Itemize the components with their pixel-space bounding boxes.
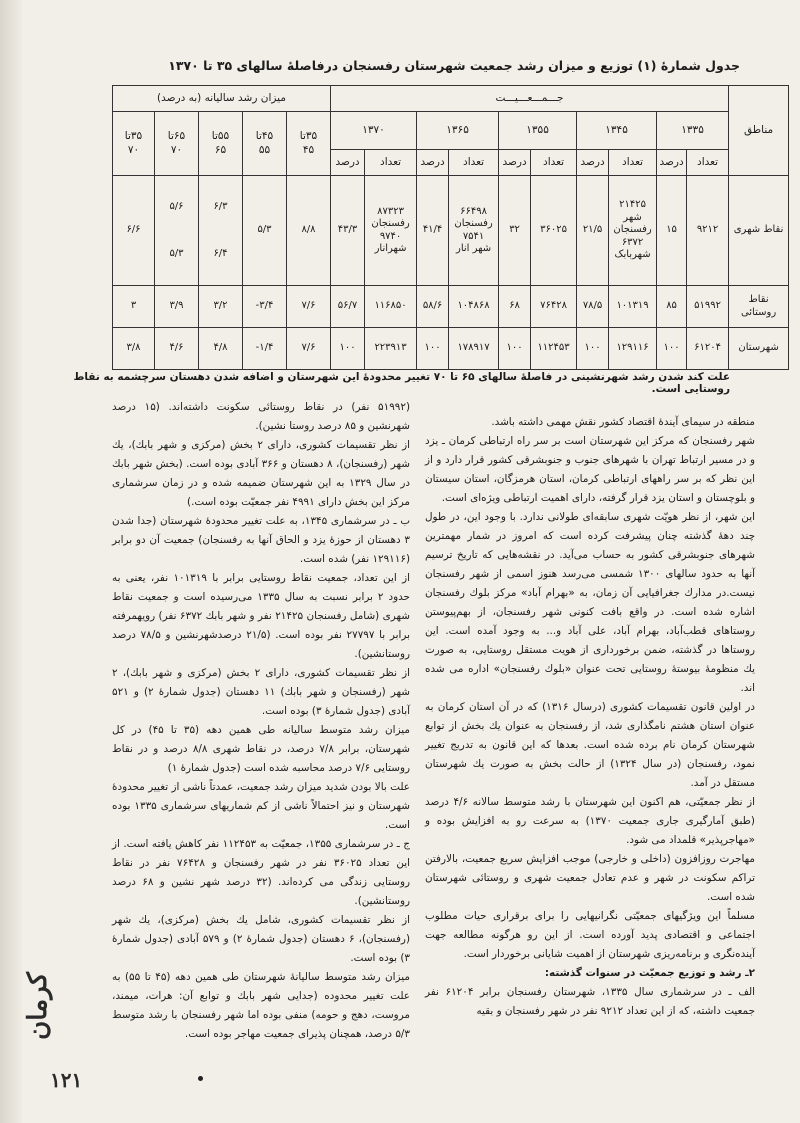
paragraph: ج ـ در سرشماری ۱۳۵۵، جمعیّت به ۱۱۲۴۵۳ نفر کاهش یافته است. از این تعداد ۳۶۰۲۵ نفر در شهر رفسنجان و ۷۶۴۲۸ نفر در نقاط روستایی زندگی می کرده‌اند. (۳۲ درصد شهر نشین و ۶۸ درصد روستانشین). [112,838,411,907]
header-percent: درصد [417,150,449,176]
growth-cell: ۷/۶ [287,286,331,328]
kerman-logo-icon [22,950,70,1062]
table-cell: ۱۰۴۸۶۸ [449,286,499,328]
paragraph: شهر رفسنجان که مرکز این شهرستان است بر سر راه ارتباطی کرمان ـ یزد و در مسیر ارتباط تهران با شهرهای جنوب و جنوبشرقی کشور قرار دارد و از این نظر که بر سر راههای ارتباطی کرمان، استان هرمزگان، استان سیستان و بلوچستان و استان یزد قرار گرفته، دارای اهمیت ارتباطی ویژه‌ای است. [425,435,755,504]
table-cell: ۱۱۲۴۵۳ [531,328,577,370]
table-row [113,286,789,328]
table-cell: ۲۲۳۹۱۳ [365,328,417,370]
header-region: مناطق [729,86,789,176]
row-region: شهرستان [729,328,789,370]
paragraph: علت بالا بودن شدید میزان رشد جمعیت، عمدتاً ناشی از تغییر محدودهٔ شهرستان و نیز احتمالاً ناشی از کم شماریهای سرشماری ۱۳۳۵ بوده است. [112,781,411,831]
header-period: ۳۵تا ۴۵ [287,112,331,176]
table-row [113,328,789,370]
table-cell: ۱۰۰ [577,328,609,370]
header-percent: درصد [577,150,609,176]
paragraph: مسلماً این ویژگیهای جمعیّتی نگرانیهایی را برای برقراری حیات مطلوب اجتماعی و اقتصادی پدید آورده است. از این رو هرگونه مطالعه جهت آینده‌نگری و برنامه‌ریزی شهرستان از اهمیت شایانی برخوردار است. [425,910,755,960]
growth-cell: ۳ [113,286,155,328]
svg-text:کرمان: کرمان [23,972,53,1040]
row-region: نقاط روستائی [729,286,789,328]
table-cell: ۱۰۱۳۱۹ [609,286,657,328]
page-edge-shadow [0,0,22,1123]
paragraph: ب ـ در سرشماری ۱۳۴۵، به علت تغییر محدودهٔ شهرستان (جدا شدن ۳ دهستان از حوزهٔ یزد و الحاق آنها به رفسنجان) جمعیت آن دو برابر (۱۲۹۱۱۶ نفر) شده است. [112,515,411,565]
paragraph: منطقه در سیمای آیندهٔ اقتصاد کشور نقش مهمی داشته باشد. [491,416,755,428]
table-cell: ۴۱/۴ [417,176,449,286]
growth-cell: ۳/۹ [155,286,199,328]
header-count: تعداد [687,150,729,176]
row-region: نقاط شهری [729,176,789,286]
table-cell: ۶۸ [499,286,531,328]
paragraph: الف ـ در سرشماری سال ۱۳۳۵، شهرستان رفسنجان برابر ۶۱۲۰۴ نفر جمعیت داشته، که از این تعداد ۹۲۱۲ نفر در شهر رفسنجان و بقیه [425,986,756,1017]
table-cell: ۱۱۶۸۵۰ [365,286,417,328]
header-growth: میزان رشد سالیانه (به درصد) [113,86,331,112]
growth-cell: ۴/۸ [199,328,243,370]
table-cell: ۳۲ [499,176,531,286]
table-cell: ۱۵ [657,176,687,286]
header-count: تعداد [449,150,499,176]
table-cell: ۶۶۴۹۸ رفسنجان ۷۵۴۱ شهر انار [449,176,499,286]
growth-cell: ۶/۶ [113,176,155,286]
table-cell: ۲۱/۵ [577,176,609,286]
header-year: ۱۳۶۵ [417,112,499,150]
table-cell: ۶۱۲۰۴ [687,328,729,370]
table-cell: ۲۱۴۲۵ شهر رفسنجان ۶۳۷۲ شهربابک [609,176,657,286]
population-table-wrapper [112,85,788,369]
growth-cell: ۳/۴- [243,286,287,328]
table-cell: ۵۶/۷ [331,286,365,328]
table-cell: ۱۰۰ [499,328,531,370]
table-cell: ۱۰۰ [417,328,449,370]
growth-cell: ۷/۶ [287,328,331,370]
table-cell: ۱۰۰ [657,328,687,370]
table-cell: ۷۶۴۲۸ [531,286,577,328]
table-cell: ۸۷۳۲۳ رفسنجان ۹۷۴۰ شهرانار [365,176,417,286]
paragraph: میزان رشد متوسط سالیانه طی همین دهه (۳۵ تا ۴۵) در کل شهرستان، برابر ۷/۸ درصد، در نقاط شهری ۸/۸ درصد و در نقاط روستایی ۷/۶ درصد محاسبه شده است (جدول شمارهٔ ۱) [112,724,411,774]
header-count: تعداد [365,150,417,176]
header-year: ۱۳۵۵ [499,112,577,150]
table-cell: ۳۶۰۲۵ [531,176,577,286]
text-column-left [112,398,410,1044]
section-heading: ۲ـ رشد و توزیع جمعیّت در سنوات گذشته: [544,967,755,979]
paragraph: از نظر جمعیّتی، هم اکنون این شهرستان با رشد متوسط سالانه ۴/۶ درصد (طبق آمارگیری جاری جمعیت ۱۳۷۰) به سرعت رو به افزایش بوده و «مهاجرپذیر» قلمداد می شود. [425,796,755,846]
paragraph: از نظر تقسیمات کشوری، دارای ۲ بخش (مرکزی و شهر بابك)، ۲ شهر (رفسنجان و شهر بابك) ۱۱ دهستان (جدول شمارهٔ ۲) و ۵۲۱ آبادی (جدول شمارهٔ ۳) بوده است. [112,667,410,717]
paragraph: از نظر تقسیمات کشوری، شامل یك بخش (مرکزی)، یك شهر (رفسنجان)، ۶ دهستان (جدول شمارهٔ ۲) و ۵۷۹ آبادی (جدول شمارهٔ ۳) بوده است. [112,914,410,964]
growth-cell: ۴/۶ [155,328,199,370]
population-table [112,85,789,370]
table-cell: ۸۵ [657,286,687,328]
header-year: ۱۳۴۵ [577,112,657,150]
table-cell: ۵۱۹۹۲ [687,286,729,328]
table-cell: ۱۲۹۱۱۶ [609,328,657,370]
table-cell: ۴۳/۳ [331,176,365,286]
growth-cell: ۸/۸ [287,176,331,286]
table-cell: ۹۲۱۲ [687,176,729,286]
growth-cell: ۵/۶ ۵/۳ [155,176,199,286]
growth-cell: ۳/۸ [113,328,155,370]
header-period: ۵۵تا ۶۵ [199,112,243,176]
paragraph: میزان رشد متوسط سالیانهٔ شهرستان طی همین دهه (۴۵ تا ۵۵) به علت تغییر محدوده (جدایی شهر بابك و توابع آن: هرات، میمند، مروست، دهج و حومه) منفی بوده اما شهر رفسنجان با رشد متوسط ۵/۳ درصد، همچنان پذیرای جمعیت مهاجر بوده است. [112,971,410,1040]
header-percent: درصد [331,150,365,176]
paragraph: (۵۱۹۹۲ نفر) در نقاط روستائی سکونت داشته‌اند. (۱۵ درصد شهرنشین و ۸۵ درصد روستا نشین). [112,401,410,432]
header-period: ۴۵تا ۵۵ [243,112,287,176]
header-year: ۱۳۷۰ [331,112,417,150]
header-percent: درصد [499,150,531,176]
paragraph: در اولین قانون تقسیمات کشوری (درسال ۱۳۱۶) که در آن استان کرمان به عنوان استان هشتم نامگذاری شد، از رفسنجان به عنوان یك بخش از توابع شهرستان کرمان نام برده شده است. بعدها که این قانون به تدریج تغییر نمود، رفسنجان (در سال ۱۳۲۴) از حالت بخش به صورت یك شهرستان مستقل در آمد. [425,701,755,789]
paragraph: مهاجرت روزافزون (داخلی و خارجی) موجب افزایش سریع جمعیت، بالارفتن تراکم سکونت در شهر و عدم تعادل جمعیت شهری و روستائی شهرستان شده است. [425,853,755,903]
paragraph: از این تعداد، جمعیت نقاط روستایی برابر با ۱۰۱۳۱۹ نفر، یعنی به حدود ۲ برابر نسبت به سال ۱۳۳۵ می‌رسیده است و جمعیت نقاط شهری (شامل رفسنجان ۲۱۴۲۵ نفر و شهر بابك ۶۳۷۲ نفر) رویهمرفته برابر با ۲۷۷۹۷ نفر بوده است. (۲۱/۵ درصدشهرنشین و ۷۸/۵ درصد روستانشین). [112,572,410,660]
growth-cell: ۳/۲ [199,286,243,328]
header-period: ۶۵تا ۷۰ [155,112,199,176]
header-period: ۳۵تا ۷۰ [113,112,155,176]
header-percent: درصد [657,150,687,176]
table-row [113,176,789,286]
header-count: تعداد [609,150,657,176]
table-footnote: علت کند شدن رشد شهرنشینی در فاصلهٔ سالهای ۶۵ تا ۷۰ تغییر محدودهٔ این شهرستان و اضافه شدن دهستان سرچشمه به نقاط روستایی است. [73,371,730,395]
table-cell: ۷۸/۵ [577,286,609,328]
header-population: جـــمـــعـــیـــت [331,86,729,112]
table-caption: جدول شمارهٔ (۱) توزیع و میزان رشد جمعیت شهرستان رفسنجان درفاصلهٔ سالهای ۳۵ تا ۱۳۷۰ [168,58,740,73]
text-column-right [425,413,755,1021]
paragraph: این شهر، از نظر هویّت شهری سابقه‌ای طولانی ندارد. با وجود این، در طول چند دههٔ گذشته چنان پیشرفت کرده است که امروز در شمار مهمترین شهرهای جنوبشرقی کشور به حساب می‌آید. در نقشه‌هایی که تاریخ ترسیم آنها به حدود سالهای ۱۳۰۰ شمسی می‌رسد هنوز اسمی از شهر رفسنجان نیست.در مدارك جغرافیایی آن زمان، به «بهرام آباد» مرکز بلوك رفسنجان اشاره شده است. در واقع بافت کنونی شهر رفسنجان، از بهم‌پیوستن روستاهای قطب‌آباد، بهرام آباد، علی آباد و... به وجود آمده است. این روستاها در گذشته، ضمن برخورداری از هویت مستقل روستایی، به صورت یك منظومهٔ بیوستهٔ روستایی تحت عنوان «بلوك رفسنجان» اداره می شده اند. [425,511,755,694]
paragraph: از نظر تقسیمات کشوری، دارای ۲ بخش (مرکزی و شهر بابك)، یك شهر (رفسنجان)، ۸ دهستان و ۳۶۶ آبادی بوده است. (بخش شهر بابك در سال ۱۳۲۹ به این شهرستان ضمیمه شده و در زمان سرشماری مرکز این بخش دارای ۴۹۹۱ نفر جمعیّت بوده است.) [112,439,410,508]
header-year: ۱۳۳۵ [657,112,729,150]
growth-cell: ۵/۳ [243,176,287,286]
growth-cell: ۶/۳ ۶/۴ [199,176,243,286]
growth-cell: ۱/۴- [243,328,287,370]
table-cell: ۵۸/۶ [417,286,449,328]
page-dot [198,1076,203,1081]
page-number: ۱۲۱ [50,1068,83,1092]
table-cell: ۱۷۸۹۱۷ [449,328,499,370]
header-count: تعداد [531,150,577,176]
table-cell: ۱۰۰ [331,328,365,370]
